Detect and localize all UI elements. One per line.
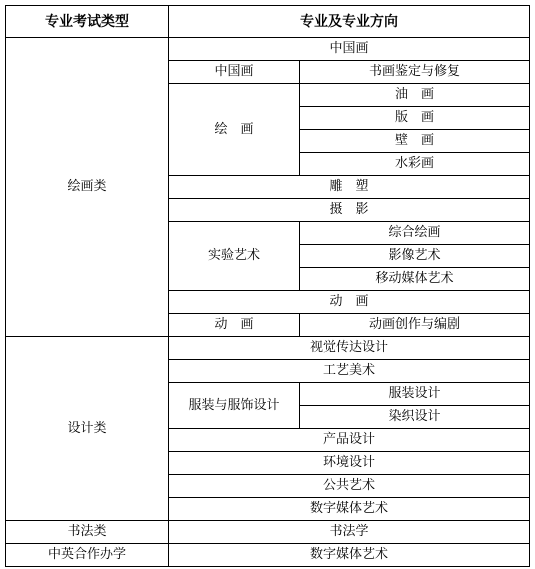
major-arts-crafts: 工艺美术 xyxy=(169,360,530,383)
group-animation: 动 画 xyxy=(169,314,300,337)
direction-oil-painting: 油 画 xyxy=(300,84,530,107)
direction-animation-writing: 动画创作与编剧 xyxy=(300,314,530,337)
table-row xyxy=(6,337,530,360)
direction-calligraphy-restoration: 书画鉴定与修复 xyxy=(300,61,530,84)
direction-mobile-media-art: 移动媒体艺术 xyxy=(300,268,530,291)
direction-dyeing-weaving: 染织设计 xyxy=(300,406,530,429)
group-painting: 绘 画 xyxy=(169,84,300,176)
header-category: 专业考试类型 xyxy=(6,6,169,38)
table-header-row xyxy=(6,6,530,38)
group-chinese-painting: 中国画 xyxy=(169,61,300,84)
table-row xyxy=(6,38,530,61)
major-product-design: 产品设计 xyxy=(169,429,530,452)
direction-integrated-painting: 综合绘画 xyxy=(300,222,530,245)
group-fashion-design: 服装与服饰设计 xyxy=(169,383,300,429)
direction-watercolor: 水彩画 xyxy=(300,153,530,176)
direction-clothing-design: 服装设计 xyxy=(300,383,530,406)
major-digital-media-art: 数字媒体艺术 xyxy=(169,498,530,521)
direction-mural: 壁 画 xyxy=(300,130,530,153)
category-painting: 绘画类 xyxy=(6,38,169,337)
major-calligraphy: 书法学 xyxy=(169,521,530,544)
table-row xyxy=(6,544,530,567)
major-sculpture: 雕 塑 xyxy=(169,176,530,199)
major-animation: 动 画 xyxy=(169,291,530,314)
major-environmental-design: 环境设计 xyxy=(169,452,530,475)
major-sino-british-digital-media: 数字媒体艺术 xyxy=(169,544,530,567)
category-design: 设计类 xyxy=(6,337,169,521)
major-chinese-painting: 中国画 xyxy=(169,38,530,61)
table-row xyxy=(6,521,530,544)
category-sino-british: 中英合作办学 xyxy=(6,544,169,567)
major-public-art: 公共艺术 xyxy=(169,475,530,498)
major-table xyxy=(5,5,530,567)
direction-printmaking: 版 画 xyxy=(300,107,530,130)
direction-image-art: 影像艺术 xyxy=(300,245,530,268)
category-calligraphy: 书法类 xyxy=(6,521,169,544)
major-visual-communication: 视觉传达设计 xyxy=(169,337,530,360)
major-photography: 摄 影 xyxy=(169,199,530,222)
group-experimental-art: 实验艺术 xyxy=(169,222,300,291)
header-major: 专业及专业方向 xyxy=(169,6,530,38)
